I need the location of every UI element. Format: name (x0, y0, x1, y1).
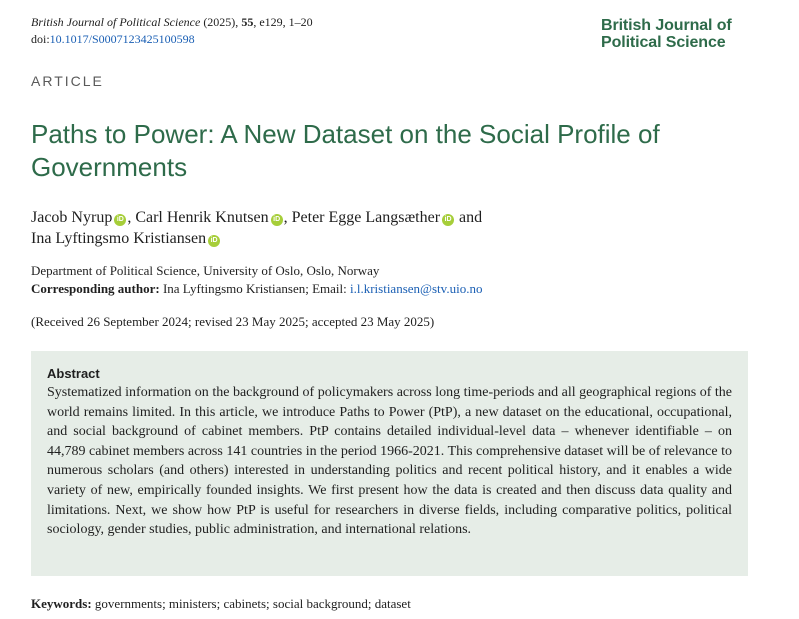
abstract-text: Systematized information on the background of policymakers across long time-periods and all geographical regions of the world remains limited. In this article, we introduce Paths to Power (PtP), a new dataset on the educational, occupational, and social background of cabinet members. PtP contains detailed individual-level data – whenever identifiable – on 44,789 cabinet members across 141 countries in the period 1966-2021. This comprehensive dataset will be of relevance to numerous scholars (and others) interested in understanding politics and recent political history, and it enables a wide variety of new, empirically founded insights. We first present how the data is created and then discuss data quality and limitations. Next, we show how PtP is useful for researchers in diverse fields, including comparative politics, political sociology, gender studies, public administration, and international relations. (47, 385, 732, 538)
keywords-list: governments; ministers; cabinets; social background; dataset (91, 596, 411, 611)
citation-block (31, 14, 313, 48)
orcid-icon[interactable]: iD (442, 214, 454, 226)
author-name[interactable]: Jacob Nyrup (31, 209, 113, 226)
author-separator: and (455, 209, 487, 226)
abstract-box (31, 351, 748, 576)
author-name[interactable]: Ina Lyftingsmo Kristiansen (31, 230, 207, 247)
author-list (31, 207, 771, 249)
keywords-label: Keywords: (31, 596, 92, 611)
citation-volume: 55 (241, 15, 254, 29)
orcid-icon[interactable]: iD (271, 214, 283, 226)
corresponding-author-name: Ina Lyftingsmo Kristiansen; Email: (159, 281, 350, 296)
doi-prefix: doi: (31, 32, 50, 46)
doi-link[interactable]: 10.1017/S0007123425100598 (49, 32, 195, 46)
journal-name: British Journal of Political Science (31, 15, 201, 29)
logo-line-2: Political Science (601, 34, 726, 51)
department: Department of Political Science, University of Oslo, Oslo, Norway (31, 263, 380, 278)
email-link[interactable]: i.l.kristiansen@stv.uio.no (349, 281, 483, 296)
orcid-icon[interactable]: iD (208, 235, 220, 247)
author-name[interactable]: Carl Henrik Knutsen (135, 209, 269, 226)
orcid-icon[interactable]: iD (114, 214, 126, 226)
citation-line (31, 14, 313, 31)
article-type-label: ARTICLE (31, 73, 104, 89)
corresponding-author-line (31, 280, 482, 298)
doi-line (31, 31, 313, 48)
author-name[interactable]: Peter Egge Langsæther (291, 209, 441, 226)
submission-history: (Received 26 September 2024; revised 23 May 2025; accepted 23 May 2025) (31, 314, 435, 329)
logo-line-1: British Journal of (601, 17, 732, 34)
author-separator: , (127, 209, 136, 226)
journal-logo (601, 17, 732, 51)
citation-year: (2025), (203, 15, 239, 29)
corresponding-author-label: Corresponding author: (31, 281, 160, 296)
affiliation-block (31, 262, 482, 298)
author-separator: , (283, 209, 292, 226)
keywords-line (31, 595, 411, 612)
abstract-heading: Abstract (47, 366, 100, 381)
citation-article-number: , e129, 1–20 (253, 15, 313, 29)
article-title: Paths to Power: A New Dataset on the Social Profile of Governments (31, 119, 660, 182)
